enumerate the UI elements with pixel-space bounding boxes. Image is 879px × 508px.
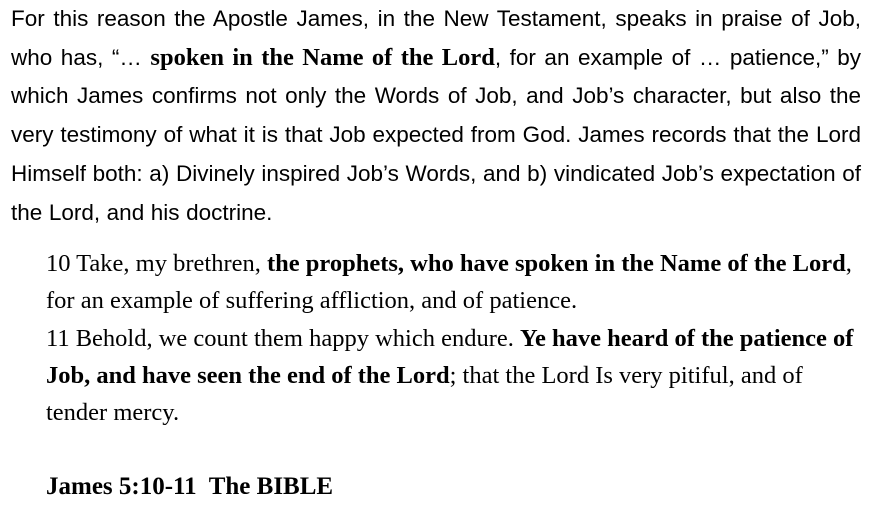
scripture-quote [46, 245, 856, 431]
body-paragraph [11, 0, 861, 232]
verse-11-text-2: ; that the Lord Is very pitiful, and of tender mercy. [46, 361, 803, 427]
verse-11 [46, 320, 856, 432]
verse-10-text-2: , for an example of suffering affliction, and of patience. [46, 250, 852, 315]
scripture-citation: James 5:10-11 The BIBLE [46, 473, 334, 500]
verse-11-bold: Ye have heard of the patience of Job, and have seen the end of the Lord [46, 324, 854, 389]
verse-10 [46, 245, 856, 320]
verse-10-bold: the prophets, who have spoken in the Name of the Lord [267, 250, 846, 277]
paragraph-text-2: , for an example of … patience,” by which James confirms not only the Words of Job, and Job’s character, but also the very testimony of what it is that Job expected from God. James records that the Lord Himself both: a) Divinely inspired Job’s Words, and b) vindicated Job’s expectation of the Lord, and his doctrine. [11, 44, 862, 225]
paragraph-text-1: For this reason the Apostle James, in the New Testament, speaks in praise of Job, who has, “… [11, 6, 861, 70]
verse-11-text-1: 11 Behold, we count them happy which endure. [46, 324, 521, 352]
verse-10-text-1: 10 Take, my brethren, [46, 250, 267, 277]
paragraph-bold-phrase: spoken in the Name of the Lord [150, 43, 495, 71]
